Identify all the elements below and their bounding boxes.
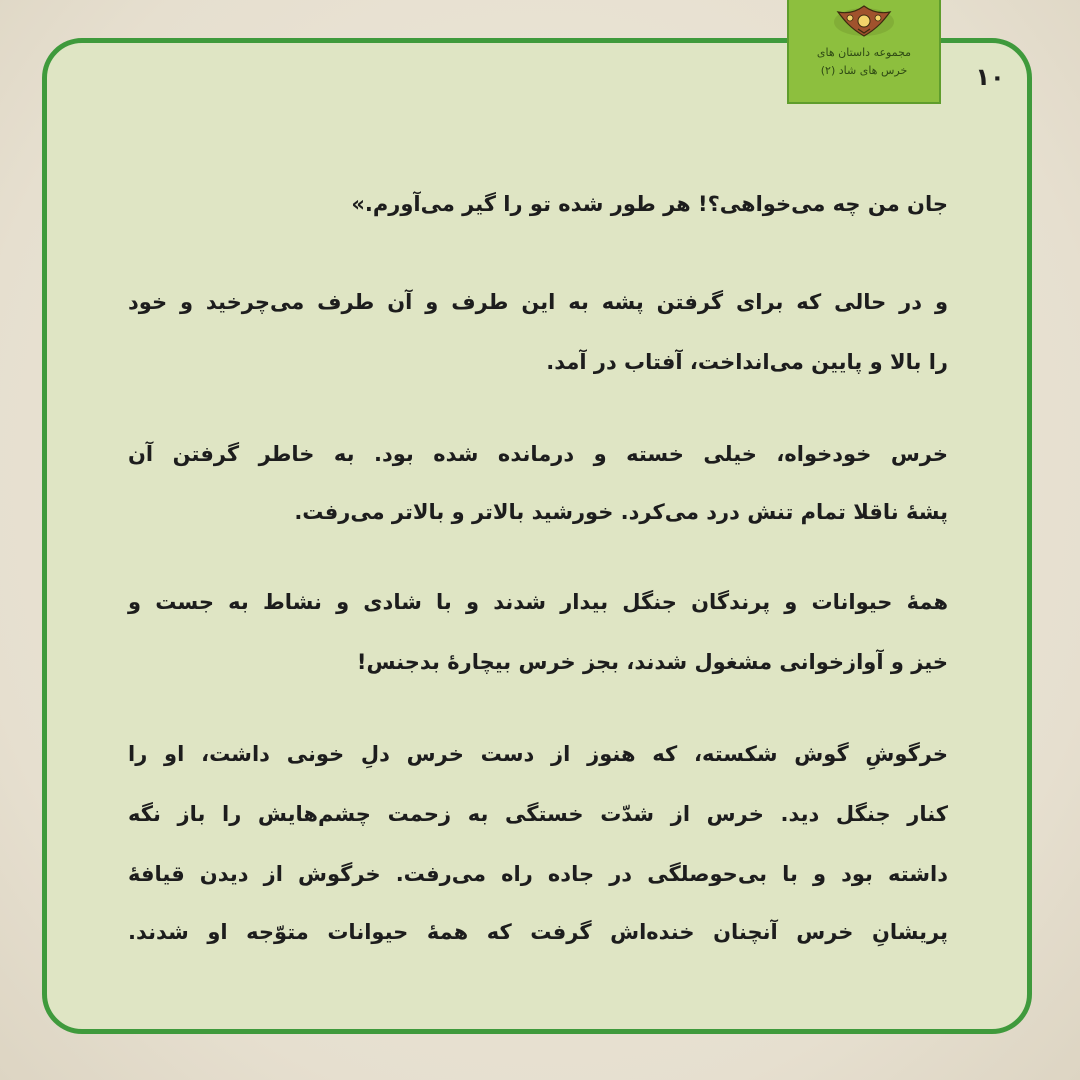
story-line: خرگوشِ گوش شکسته، که هنوز از دست خرس دلِ خونی داشت، او را [128,742,948,766]
series-badge [787,0,941,104]
story-line: خرس خودخواه، خیلی خسته و درمانده شده بود. به خاطر گرفتن آن [128,442,948,466]
story-line: کنار جنگل دید. خرس از شدّت خستگی به زحمت چشم‌هایش را باز نگه [128,802,948,826]
badge-series-subtitle: خرس های شاد (۲) [820,64,908,77]
bear-emblem-icon [828,2,900,40]
badge-series-title: مجموعه داستان های [816,46,912,59]
page-number: ۱۰ [975,63,1005,91]
story-line: پشهٔ ناقلا تمام تنش درد می‌کرد. خورشید بالاتر و بالاتر می‌رفت. [294,500,948,524]
story-line: پریشانِ خرس آنچنان خنده‌اش گرفت که همهٔ حیوانات متوّجه او شدند. [128,920,948,944]
story-line: جان من چه می‌خواهی؟! هر طور شده تو را گیر می‌آورم.» [351,192,948,216]
story-line: خیز و آوازخوانی مشغول شدند، بجز خرس بیچارهٔ بدجنس! [356,650,948,674]
story-line: را بالا و پایین می‌انداخت، آفتاب در آمد. [546,350,948,374]
story-line: داشته بود و با بی‌حوصلگی در جاده راه می‌رفت. خرگوش از دیدن قیافهٔ [128,862,948,886]
story-line: و در حالی که برای گرفتن پشه به این طرف و آن طرف می‌چرخید و خود [128,290,948,314]
story-line: همهٔ حیوانات و پرندگان جنگل بیدار شدند و با شادی و نشاط به جست و [128,590,948,614]
